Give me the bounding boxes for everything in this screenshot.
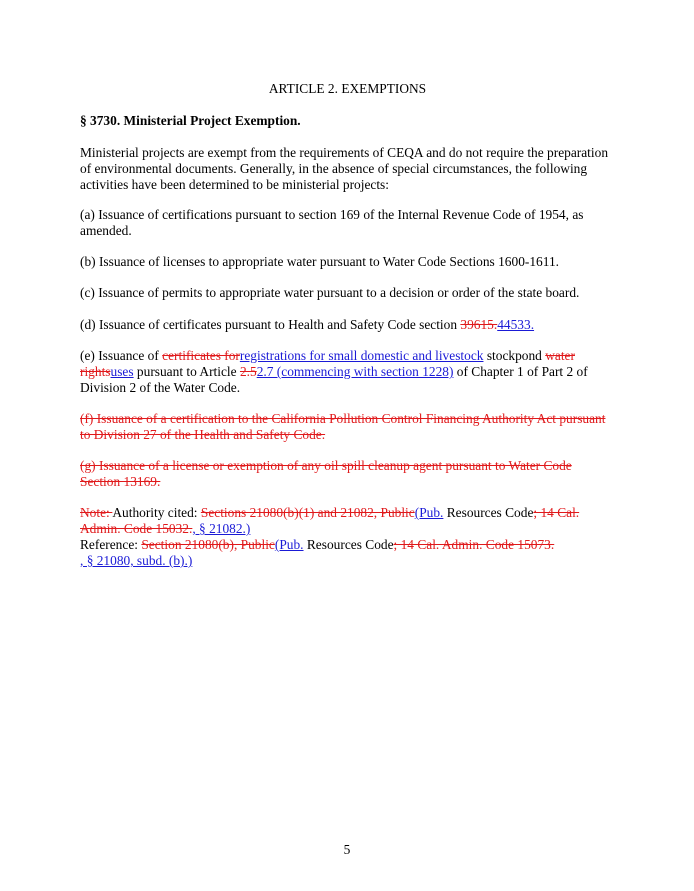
item-e-text-3: pursuant to Article [133, 364, 240, 379]
section-title: § 3730. Ministerial Project Exemption. [80, 113, 301, 128]
item-d-inserted: 44533. [497, 317, 535, 332]
reference-deleted-1: Section 21080(b), Public [141, 537, 275, 552]
note-deleted-1: Note: [80, 505, 113, 520]
note-text-2: Resources Code [443, 505, 534, 520]
item-a: (a) Issuance of certifications pursuant to section 169 of the Internal Revenue Code of 1954, as amended. [80, 207, 584, 238]
item-d-deleted: 39615. [460, 317, 498, 332]
item-f-deleted: (f) Issuance of a certification to the California Pollution Control Financing Authority Act pursuant to Division 27 of the Health and Safety Code. [80, 411, 606, 442]
note-deleted-2: Sections 21080(b)(1) and 21082, Public [200, 505, 415, 520]
item-e-deleted-3: 2.5 [239, 364, 257, 379]
item-e-deleted-1: certificates for [162, 348, 240, 363]
item-c: (c) Issuance of permits to appropriate water pursuant to a decision or order of the state board. [80, 285, 580, 300]
reference-note [80, 537, 615, 569]
item-e-text-4: of Chapter 1 of Part 2 of Division 2 of the Water Code. [80, 364, 588, 395]
item-e [80, 348, 615, 396]
item-g-deleted: (g) Issuance of a license or exemption of any oil spill cleanup agent pursuant to Water Code Section 13169. [80, 458, 572, 489]
note-deleted-3: ; 14 Cal. Admin. Code 15032. [80, 505, 580, 536]
reference-text-1: Reference: [80, 537, 142, 552]
item-e-inserted-2: uses [110, 364, 134, 379]
intro-paragraph: Ministerial projects are exempt from the requirements of CEQA and do not require the preparation of environmental documents. Generally, in the absence of special circumstances, the following activities have been determined to be ministerial projects: [80, 145, 609, 192]
item-e-text-1: (e) Issuance of [80, 348, 163, 363]
page-number: 5 [343, 842, 351, 857]
article-heading: ARTICLE 2. EXEMPTIONS [268, 81, 427, 96]
item-e-inserted-1: registrations for small domestic and livestock [239, 348, 484, 363]
note-text-1: Authority cited: [112, 505, 201, 520]
item-d-text: (d) Issuance of certificates pursuant to Health and Safety Code section [80, 317, 461, 332]
reference-inserted-1: (Pub. [274, 537, 304, 552]
reference-text-2: Resources Code [303, 537, 394, 552]
note-inserted-1: (Pub. [414, 505, 444, 520]
item-d [80, 317, 615, 333]
note-inserted-2: , § 21082.) [192, 521, 251, 536]
reference-inserted-2: , § 21080, subd. (b).) [80, 553, 193, 568]
reference-deleted-2: ; 14 Cal. Admin. Code 15073. [393, 537, 555, 552]
item-e-text-2: stockpond [483, 348, 546, 363]
item-b: (b) Issuance of licenses to appropriate water pursuant to Water Code Sections 1600-1611. [80, 254, 559, 269]
authority-note [80, 505, 615, 537]
item-e-deleted-2: water rights [80, 348, 575, 379]
item-e-inserted-3: 2.7 (commencing with section 1228) [256, 364, 454, 379]
